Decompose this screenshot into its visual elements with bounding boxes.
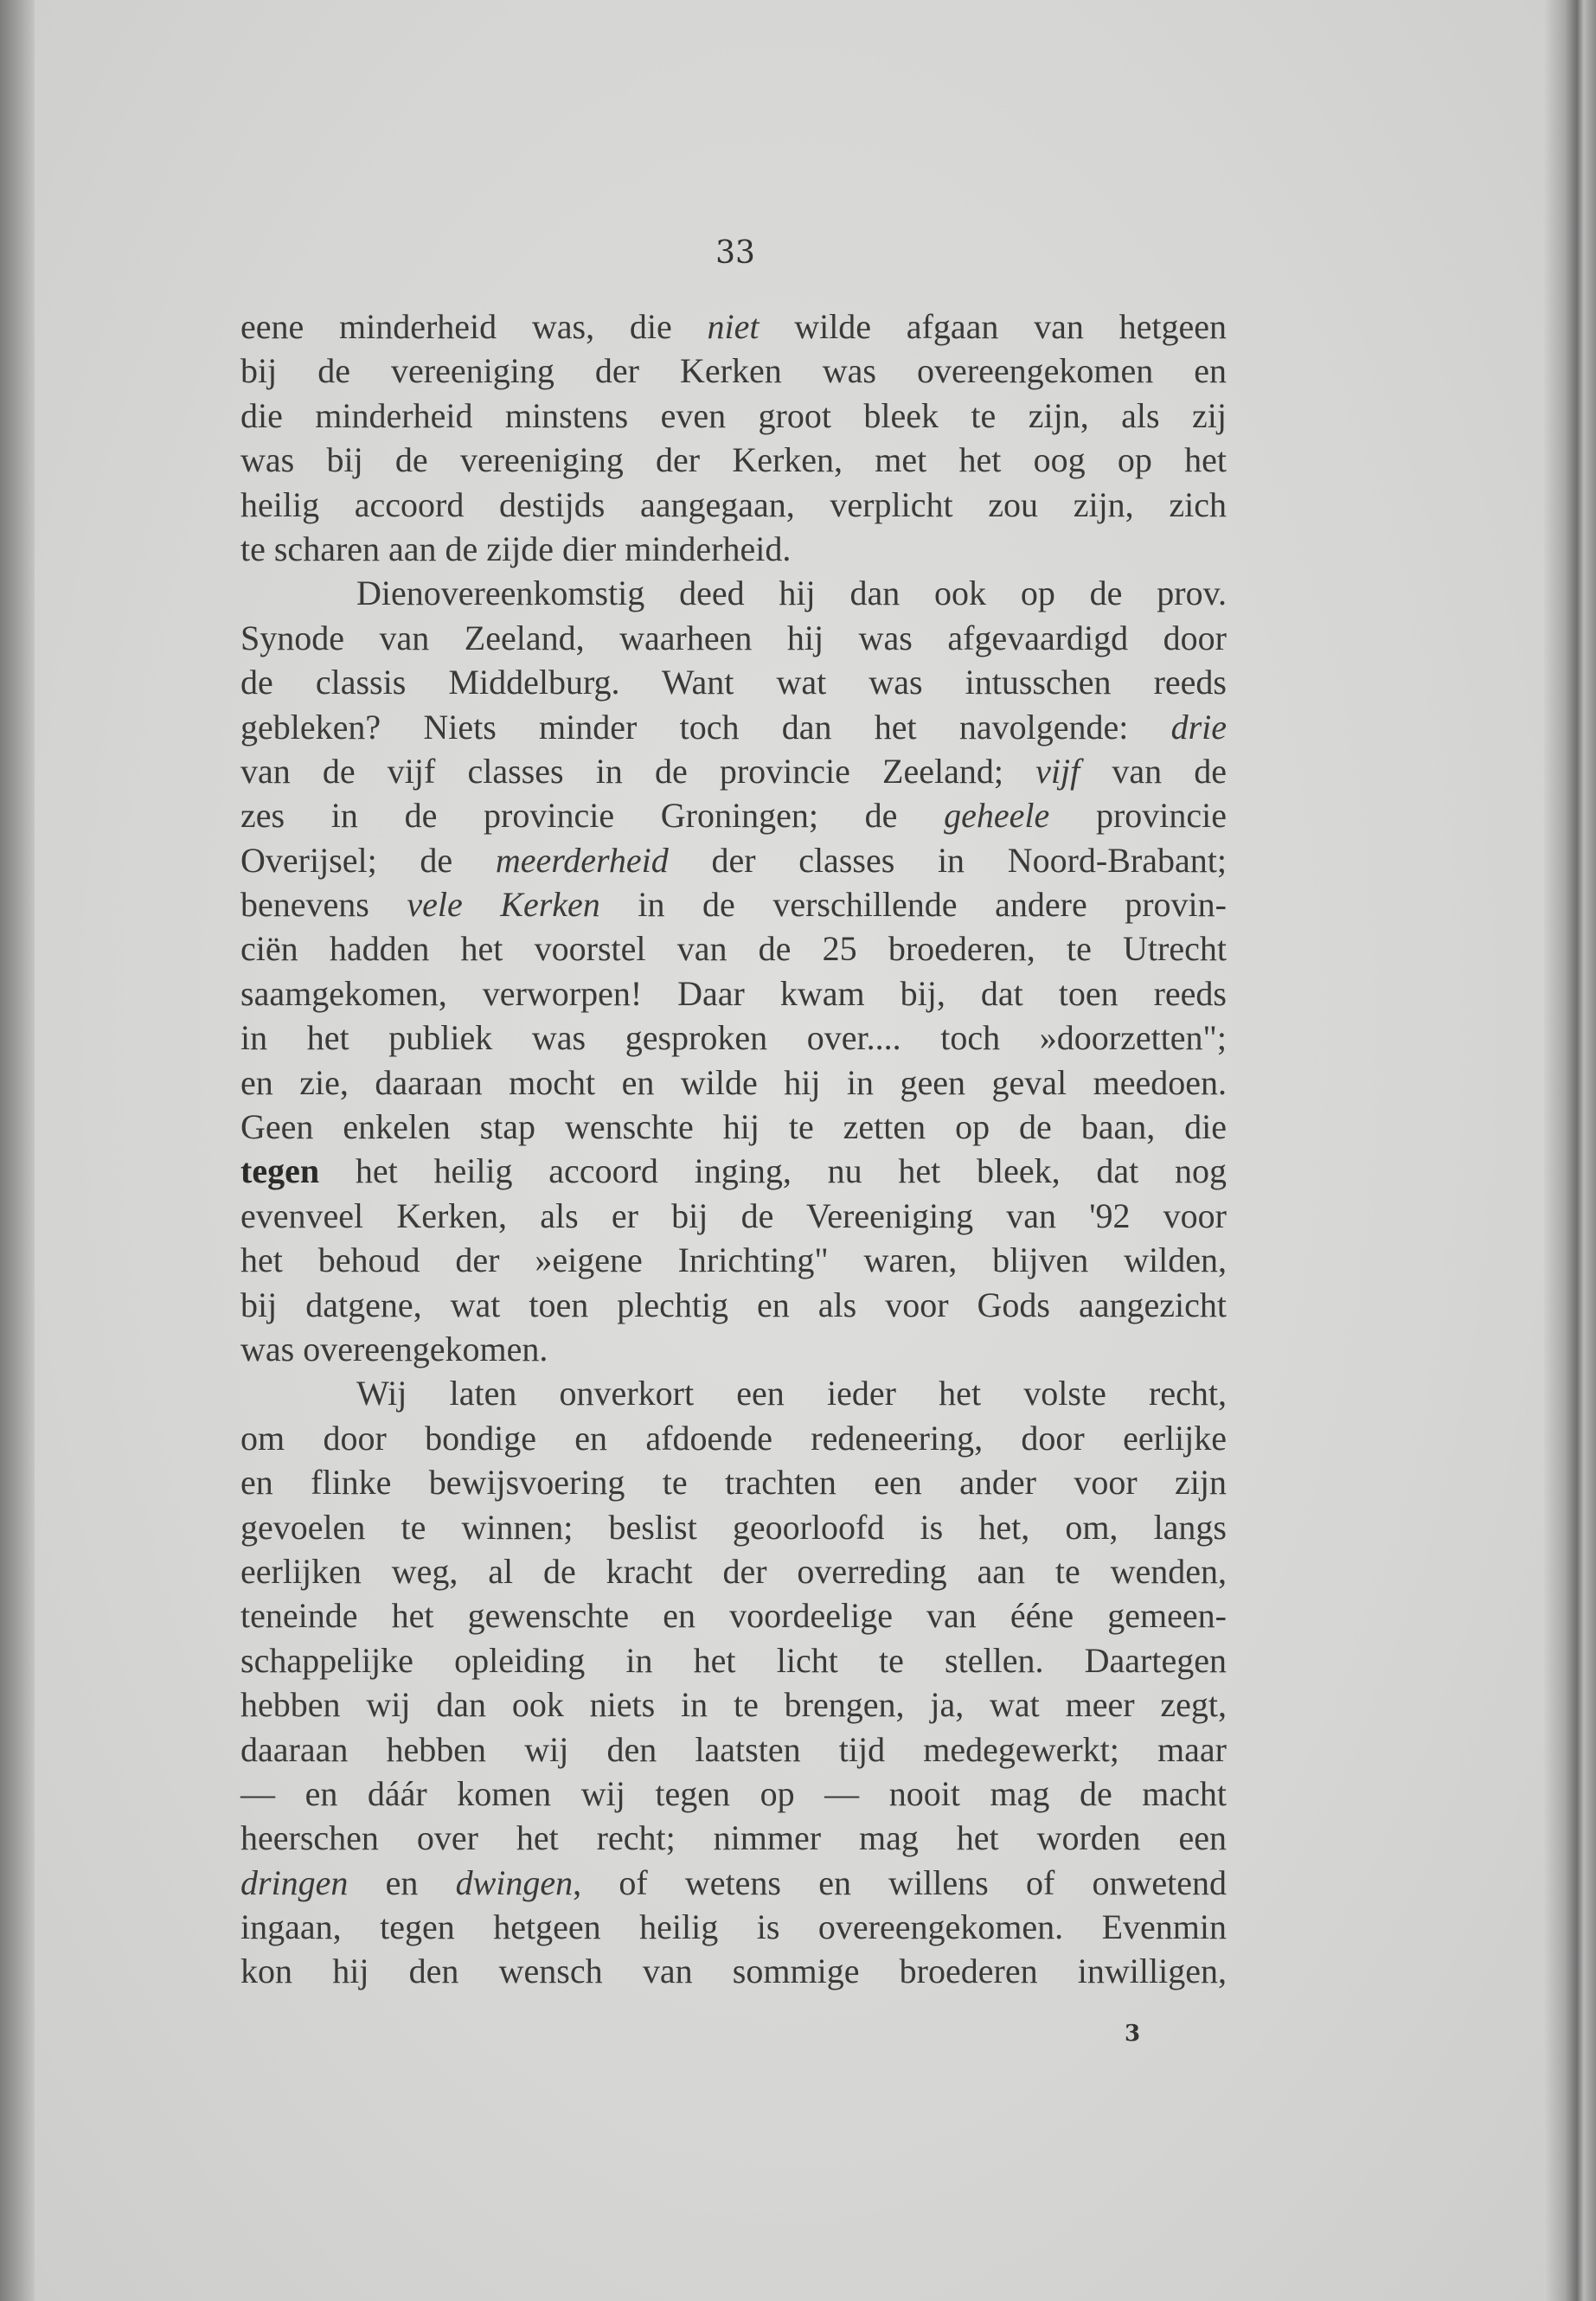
- body-text: [240, 304, 1227, 1994]
- text-line: bij datgene, wat toen plechtig en als voor Gods aangezicht: [240, 1285, 1227, 1324]
- text-line: saamgekomen, verworpen! Daar kwam bij, dat toen reeds: [240, 973, 1227, 1013]
- text-line: Synode van Zeeland, waarheen hij was afgevaardigd door: [240, 618, 1227, 657]
- text-line: kon hij den wensch van sommige broederen inwilligen,: [240, 1952, 1227, 1991]
- text-line: de classis Middelburg. Want wat was intusschen reeds: [240, 663, 1227, 702]
- text-line: het behoud der »eigene Inrichting" waren, blijven wilden,: [240, 1240, 1227, 1280]
- text-line: daaraan hebben wij den laatsten tijd medegewerkt; maar: [240, 1729, 1227, 1769]
- text-line: Overijsel; de meerderheid der classes in Noord-Brabant;: [240, 840, 1227, 880]
- text-line: hebben wij dan ook niets in te brengen, ja, wat meer zegt,: [240, 1685, 1227, 1725]
- text-line: evenveel Kerken, als er bij de Vereeniging van '92 voor: [240, 1195, 1227, 1235]
- text-line: van de vijf classes in de provincie Zeeland; vijf van de: [240, 751, 1227, 791]
- text-line: gebleken? Niets minder toch dan het navolgende: drie: [240, 707, 1227, 747]
- text-line: in het publiek was gesproken over.... toch »doorzetten";: [240, 1018, 1227, 1058]
- text-line: die minderheid minstens even groot bleek te zijn, als zij: [240, 395, 1227, 435]
- text-line: ingaan, tegen hetgeen heilig is overeengekomen. Evenmin: [240, 1907, 1227, 1947]
- text-line: gevoelen te winnen; beslist geoorloofd is het, om, langs: [240, 1507, 1227, 1547]
- text-line: tegen het heilig accoord inging, nu het bleek, dat nog: [240, 1151, 1227, 1191]
- text-line: schappelijke opleiding in het licht te stellen. Daartegen: [240, 1640, 1227, 1680]
- text-line: Geen enkelen stap wenschte hij te zetten op de baan, die: [240, 1107, 1227, 1147]
- text-line: zes in de provincie Groningen; de geheele provincie: [240, 796, 1227, 836]
- text-line: en flinke bewijsvoering te trachten een ander voor zijn: [240, 1463, 1227, 1503]
- binding-shadow: [0, 0, 35, 2301]
- page-number: 33: [715, 235, 755, 271]
- text-line: Wij laten onverkort een ieder het volste recht,: [356, 1374, 1227, 1413]
- text-line: bij de vereeniging der Kerken was overeengekomen en: [240, 351, 1227, 391]
- text-line: en zie, daaraan mocht en wilde hij in geen geval meedoen.: [240, 1062, 1227, 1102]
- text-line: ciën hadden het voorstel van de 25 broederen, te Utrecht: [240, 929, 1227, 969]
- text-line: teneinde het gewenschte en voordeelige van ééne gemeen-: [240, 1596, 1227, 1636]
- text-line: te scharen aan de zijde dier minderheid.: [240, 529, 792, 568]
- text-line: eerlijken weg, al de kracht der overreding aan te wenden,: [240, 1551, 1227, 1591]
- text-line: was bij de vereeniging der Kerken, met het oog op het: [240, 440, 1227, 480]
- page-edge-shadow: [1544, 0, 1596, 2301]
- text-line: dringen en dwingen, of wetens en willens of onwetend: [240, 1862, 1227, 1902]
- text-line: om door bondige en afdoende redeneering, door eerlijke: [240, 1418, 1227, 1458]
- text-line: benevens vele Kerken in de verschillende andere provin-: [240, 885, 1227, 925]
- text-line: heilig accoord destijds aangegaan, verplicht zou zijn, zich: [240, 484, 1227, 524]
- signature-mark: 3: [1125, 2021, 1141, 2047]
- text-line: Dienovereenkomstig deed hij dan ook op de prov.: [356, 574, 1227, 613]
- text-line: was overeengekomen.: [240, 1329, 548, 1368]
- text-line: heerschen over het recht; nimmer mag het worden een: [240, 1818, 1227, 1858]
- text-line: eene minderheid was, die niet wilde afgaan van hetgeen: [240, 307, 1227, 346]
- text-line: — en dáár komen wij tegen op — nooit mag de macht: [240, 1773, 1227, 1813]
